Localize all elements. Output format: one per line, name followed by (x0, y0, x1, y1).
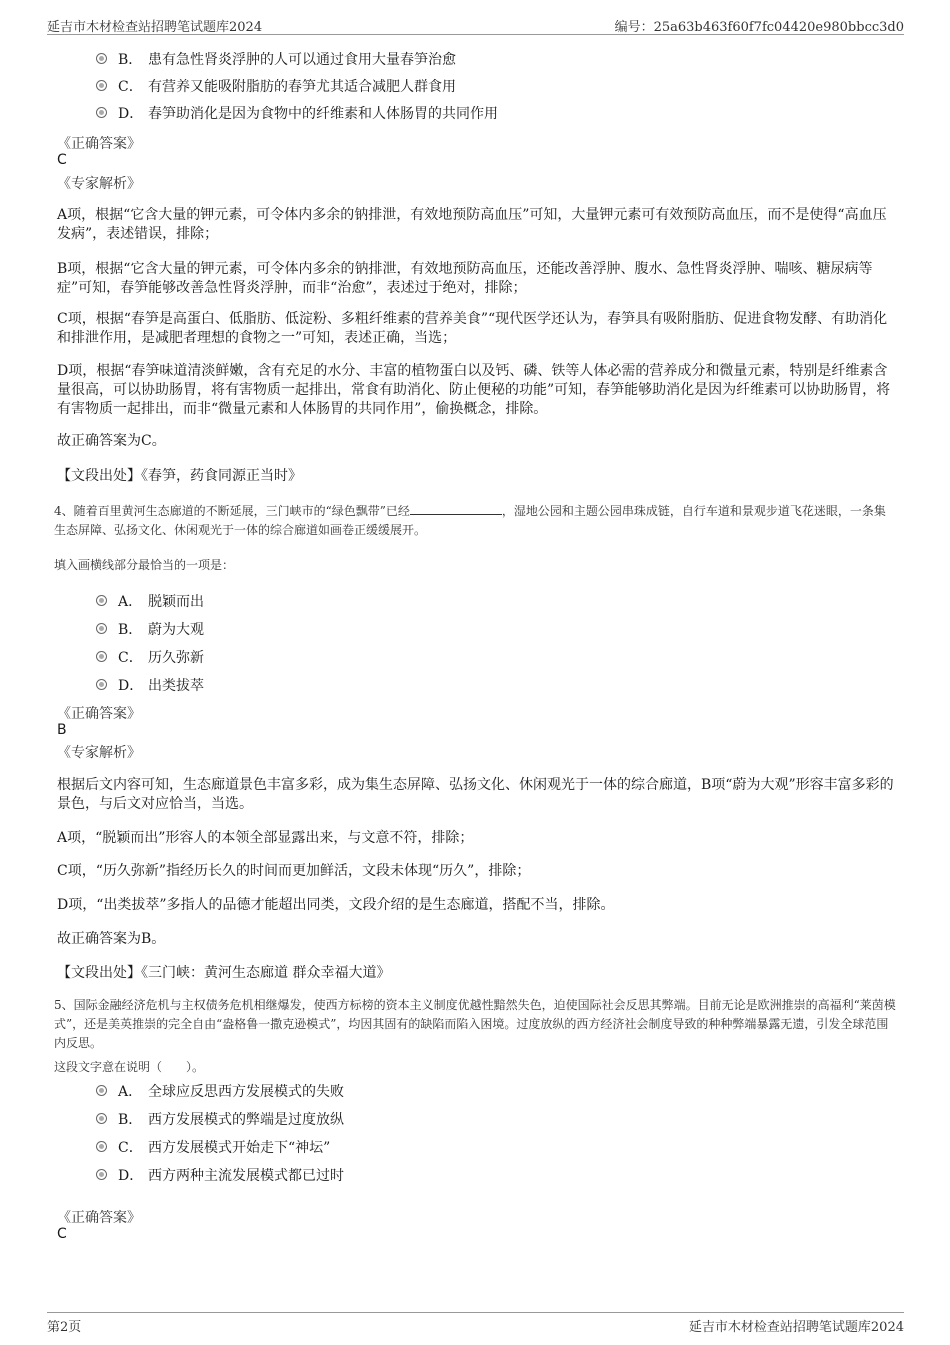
radio-icon[interactable] (96, 1113, 107, 1124)
q4-analysis-d: D项，“出类拔萃”多指人的品德才能超出同类，文段介绍的是生态廊道，搭配不当，排除。 (57, 897, 615, 913)
header-title: 延吉市木材检查站招聘笔试题库2024 (47, 20, 263, 35)
q3-analysis-c: C项，根据“春笋是高蛋白、低脂肪、低淀粉、多粗纤维素的营养美食”“现代医学还认为，春笋具有吸附脂肪、促进食物发酵、有助消化和排泄作用，是减肥者理想的食物之一”可知，表述正确，当选； (57, 311, 888, 346)
fill-blank (410, 502, 502, 515)
footer-title: 延吉市木材检查站招聘笔试题库2024 (688, 1320, 904, 1335)
radio-icon[interactable] (96, 623, 107, 634)
q4-analysis-tag: 《专家解析》 (57, 745, 141, 761)
q3-analysis-a: A项，根据“它含大量的钾元素，可令体内多余的钠排泄，有效地预防高血压”可知，大量钾元素可有效预防高血压，而不是使得“高血压发病”，表述错误，排除； (57, 207, 887, 242)
radio-icon[interactable] (96, 595, 107, 606)
q3-analysis-tag: 《专家解析》 (57, 176, 141, 192)
radio-icon[interactable] (96, 1141, 107, 1152)
document-id: 编号：25a63b463f60f7fc04420e980bbcc3d0 (614, 20, 904, 35)
q4-answer: B (57, 722, 67, 738)
page-header (47, 12, 904, 35)
page-number: 第2页 (47, 1320, 82, 1335)
q5-answer-tag: 《正确答案》 (57, 1210, 141, 1226)
q3-analysis-b: B项，根据“它含大量的钾元素，可令体内多余的钠排泄，有效地预防高血压，还能改善浮肿、腹水、急性肾炎浮肿、喘咳、糖尿病等症”可知，春笋能够改善急性肾炎浮肿，而非“治愈”，表述过于绝对，排除； (57, 261, 873, 296)
q3-answer-tag: 《正确答案》 (57, 136, 141, 152)
q4-question: 4、随着百里黄河生态廊道的不断延展，三门峡市的“绿色飘带”已经 ，湿地公园和主题公园串珠成链，自行车道和景观步道飞花迷眼，一条集生态屏障、弘扬文化、休闲观光于一体的综合廊道如画卷正缓缓展开。 (54, 504, 886, 537)
q4-answer-tag: 《正确答案》 (57, 706, 141, 722)
q5-prompt: 这段文字意在说明（ ）。 (54, 1060, 205, 1074)
q5-answer: C (57, 1226, 67, 1242)
radio-icon[interactable] (96, 1085, 107, 1096)
q4-conclusion: 故正确答案为B。 (57, 931, 166, 947)
page-footer (47, 1312, 904, 1333)
q4-analysis-a: A项，“脱颖而出”形容人的本领全部显露出来，与文意不符，排除； (57, 830, 474, 846)
q4-prompt: 填入画横线部分最恰当的一项是： (54, 558, 235, 572)
q4-analysis-c: C项，“历久弥新”指经历长久的时间而更加鲜活，文段未体现“历久”，排除； (57, 863, 531, 879)
radio-icon[interactable] (96, 679, 107, 690)
q3-conclusion: 故正确答案为C。 (57, 433, 166, 449)
radio-icon[interactable] (96, 80, 107, 91)
radio-icon[interactable] (96, 107, 107, 118)
radio-icon[interactable] (96, 1169, 107, 1180)
q3-source: 【文段出处】《春笋，药食同源正当时》 (57, 468, 302, 484)
q3-answer: C (57, 152, 67, 168)
q4-analysis-main: 根据后文内容可知，生态廊道景色丰富多彩，成为集生态屏障、弘扬文化、休闲观光于一体的综合廊道，B项“蔚为大观”形容丰富多彩的景色，与后文对应恰当，当选。 (57, 777, 894, 812)
q5-question: 5、国际金融经济危机与主权债务危机相继爆发，使西方标榜的资本主义制度优越性黯然失色，迫使国际社会反思其弊端。目前无论是欧洲推崇的高福利“莱茵模式”，还是美英推崇的完全自由“盎格鲁一撒克逊模式”，均因其固有的缺陷而陷入困境。过度放纵的西方经济社会制度导致的种种弊端暴露无遗，引发全球范围内反思。 (54, 998, 896, 1050)
q3-analysis-d: D项，根据“春笋味道清淡鲜嫩，含有充足的水分、丰富的植物蛋白以及钙、磷、铁等人体必需的营养成分和微量元素，特别是纤维素含量很高，可以协助肠胃，将有害物质一起排出，常食有助消化、防止便秘的功能”可知，春笋能够助消化是因为纤维素可以协助肠胃，将有害物质一起排出，而非“微量元素和人体肠胃的共同作用”，偷换概念，排除。 (57, 363, 891, 417)
q4-source: 【文段出处】《三门峡：黄河生态廊道 群众幸福大道》 (57, 965, 391, 981)
radio-icon[interactable] (96, 53, 107, 64)
radio-icon[interactable] (96, 651, 107, 662)
